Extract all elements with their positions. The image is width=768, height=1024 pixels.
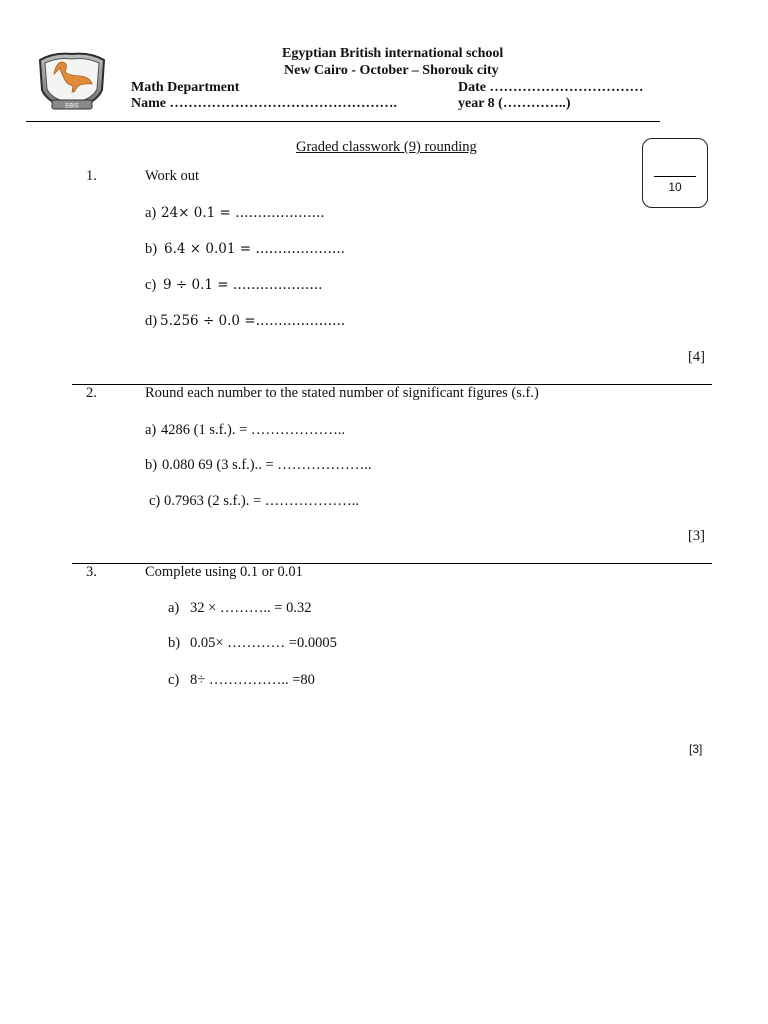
part-label: a) <box>145 422 157 438</box>
question-number: 2. <box>86 385 97 401</box>
worksheet-title: Graded classwork (9) rounding <box>296 139 477 155</box>
score-denominator: 10 <box>668 180 682 194</box>
question-prompt: Round each number to the stated number of significant figures (s.f.) <box>145 385 539 401</box>
part-label: b) <box>168 635 181 651</box>
score-fraction-line <box>654 176 696 177</box>
question-number: 1. <box>86 168 97 184</box>
school-name: Egyptian British international school <box>282 46 504 61</box>
header-divider <box>26 121 660 122</box>
marks-label: [4] <box>688 349 705 365</box>
part-label: c) <box>145 277 157 293</box>
part-text: 9 ÷ 0.1 = ……………….. <box>163 277 323 293</box>
part-text: 32 × ……….. = 0.32 <box>190 600 312 616</box>
question-prompt: Complete using 0.1 or 0.01 <box>145 564 303 580</box>
year-field: year 8 (…………..) <box>458 96 571 111</box>
part-label: b) <box>145 457 158 473</box>
part-text: 6.4 × 0.01 = ……………….. <box>164 241 345 257</box>
part-label: d) <box>145 313 158 329</box>
date-field: Date …………………………… <box>458 80 644 95</box>
part-label: a) <box>145 205 157 221</box>
question-prompt: Work out <box>145 168 200 184</box>
question-number: 3. <box>86 564 97 580</box>
part-text: 0.7963 (2 s.f.). = ……………….. <box>164 493 360 509</box>
department-label: Math Department <box>131 80 240 95</box>
score-box <box>642 138 708 208</box>
part-text: 24× 0.1 = ……………….. <box>161 205 325 221</box>
student-name-field: Name …………………………………………. <box>131 96 397 111</box>
part-text: 0.080 69 (3 s.f.).. = ……………….. <box>162 457 372 473</box>
marks-label: [3] <box>688 528 705 544</box>
part-label: c) <box>149 493 161 509</box>
part-label: a) <box>168 600 180 616</box>
school-logo <box>36 50 108 112</box>
part-text: 0.05× ………… =0.0005 <box>190 635 337 651</box>
marks-label: [3] <box>689 742 703 756</box>
part-text: 5.256 ÷ 0.0 =……………….. <box>160 313 346 329</box>
svg-text:EBIS: EBIS <box>65 102 79 110</box>
part-label: b) <box>145 241 158 257</box>
school-location: New Cairo - October – Shorouk city <box>284 63 499 78</box>
part-text: 4286 (1 s.f.). = ……………….. <box>161 422 346 438</box>
part-text: 8÷ …………….. =80 <box>190 672 315 688</box>
ibis-crest-icon <box>36 50 108 112</box>
part-label: c) <box>168 672 180 688</box>
